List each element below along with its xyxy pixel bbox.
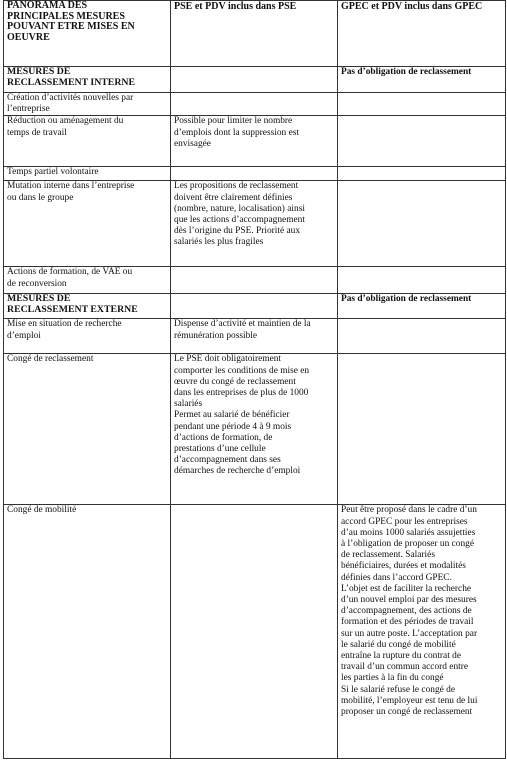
row-cell-pse <box>171 294 338 319</box>
row-cell-pse <box>171 505 338 759</box>
row-cell-gpec: Peut être proposé dans le cadre d’un accord GPEC pour les entreprises d’au moins 1000 salariés assujetties à l’obligation de proposer un congé de reclassement. Salariés bénéficiaires, durées et modalités définies dans l’accord GPEC. L’objet est de faciliter la recherche d’un nouvel emploi par des mesures d’accompagnement, des actions de formation et des périodes de travail sur un autre poste. L’acceptation par le salarié du congé de mobilité entraîne la rupture du contrat de travail d’un commun accord entre les parties à la fin du congé Si le salarié refuse le congé de mobilité, l’employeur est tenu de lui proposer un congé de reclassement <box>338 505 506 759</box>
row-cell-pse: Possible pour limiter le nombre d’emplois dont la suppression est envisagée <box>171 116 338 167</box>
row-cell-gpec <box>338 167 506 181</box>
row-label: Mutation interne dans l’entreprise ou dans le groupe <box>4 181 171 267</box>
table-row <box>4 93 506 116</box>
row-label: Actions de formation, de VAE ou de reconversion <box>4 267 171 294</box>
row-cell-gpec <box>338 93 506 116</box>
row-cell-pse <box>171 167 338 181</box>
row-cell-pse: Dispense d’activité et maintien de la rémunération possible <box>171 319 338 354</box>
row-cell-gpec <box>338 354 506 505</box>
section-reclassement-externe: MESURES DE RECLASSEMENT EXTERNE <box>4 294 171 319</box>
row-cell-pse <box>171 67 338 93</box>
row-cell-gpec <box>338 267 506 294</box>
row-cell-gpec: Pas d’obligation de reclassement <box>338 294 506 319</box>
row-cell-pse <box>171 93 338 116</box>
row-cell-pse: Le PSE doit obligatoirement comporter les conditions de mise en œuvre du congé de reclassement dans les entreprises de plus de 1000 salariés Permet au salarié de bénéficier pendant une période 4 à 9 mois d’actions de formation, de prestations d’une cellule d’accompagnement dans ses démarches de recherche d’emploi <box>171 354 338 505</box>
row-label: Congé de reclassement <box>4 354 171 505</box>
header-gpec: GPEC et PDV inclus dans GPEC <box>338 1 506 67</box>
row-cell-pse: Les propositions de reclassement doivent être clairement définies (nombre, nature, localisation) ainsi que les actions d’accompagnement dès l’origine du PSE. Priorité aux salariés les plus fragiles <box>171 181 338 267</box>
table-row <box>4 267 506 294</box>
row-cell-gpec <box>338 116 506 167</box>
row-cell-gpec <box>338 181 506 267</box>
row-label: Réduction ou aménagement du temps de travail <box>4 116 171 167</box>
row-label: Création d’activités nouvelles par l’entreprise <box>4 93 171 116</box>
table-row <box>4 294 506 319</box>
header-panorama: PANORAMA DES PRINCIPALES MESURES POUVANT ETRE MISES EN OEUVRE <box>4 1 171 67</box>
header-pse: PSE et PDV inclus dans PSE <box>171 1 338 67</box>
row-label: Temps partiel volontaire <box>4 167 171 181</box>
measures-table <box>3 0 506 759</box>
header-row <box>4 1 506 67</box>
table-row <box>4 181 506 267</box>
section-reclassement-interne: MESURES DE RECLASSEMENT INTERNE <box>4 67 171 93</box>
row-label: Mise en situation de recherche d’emploi <box>4 319 171 354</box>
table-row <box>4 505 506 759</box>
table-row <box>4 167 506 181</box>
row-cell-pse <box>171 267 338 294</box>
row-cell-gpec <box>338 319 506 354</box>
table-row <box>4 319 506 354</box>
table-row <box>4 116 506 167</box>
row-cell-gpec: Pas d’obligation de reclassement <box>338 67 506 93</box>
table-row <box>4 67 506 93</box>
table-row <box>4 354 506 505</box>
row-label: Congé de mobilité <box>4 505 171 759</box>
